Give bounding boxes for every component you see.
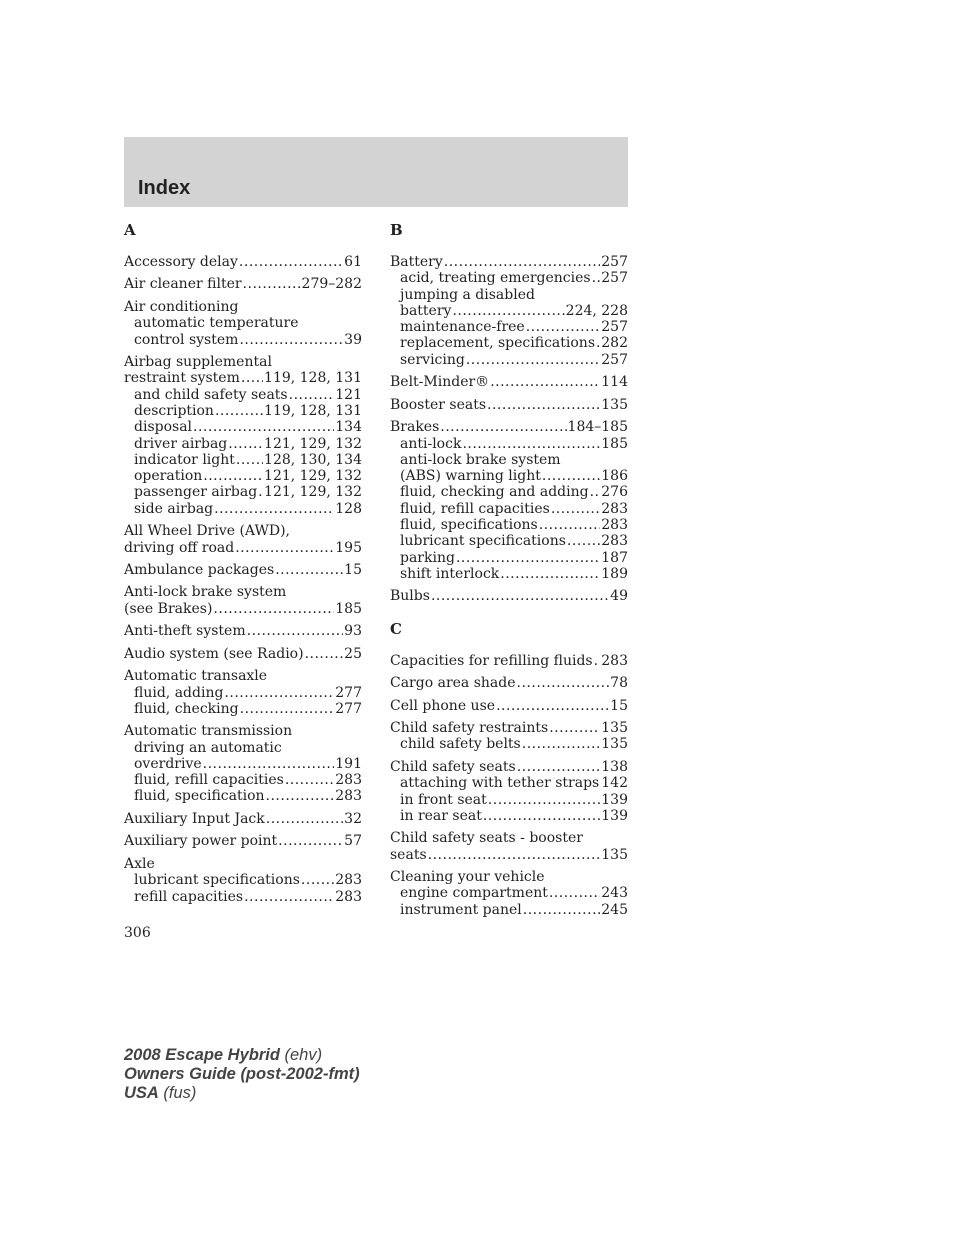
index-subentry (124, 315, 362, 331)
header-band (124, 137, 628, 207)
index-subentry (390, 792, 628, 808)
index-entry (124, 646, 362, 662)
index-term (390, 675, 628, 691)
entry-text: All Wheel Drive (AWD), (124, 523, 290, 540)
page-reference: 257 (601, 270, 628, 287)
dot-leader (243, 276, 301, 292)
page-reference: 279–282 (301, 276, 362, 293)
entry-text: Child safety restraints (390, 720, 549, 737)
entry-text: Battery (390, 254, 443, 270)
entry-text: Air conditioning (124, 298, 239, 315)
index-entry (124, 299, 362, 348)
index-term (390, 869, 628, 885)
index-subentry (124, 701, 362, 717)
page-reference: 139 (601, 807, 628, 824)
dot-leader (215, 403, 263, 419)
footer-model-code: (ehv) (279, 1046, 323, 1064)
page-reference: 142 (601, 775, 628, 792)
index-subentry (390, 517, 628, 533)
index-subentry (124, 788, 362, 804)
entry-text: operation (134, 468, 203, 485)
page-reference: 119, 128, 131 (264, 370, 362, 387)
index-entry (390, 720, 628, 753)
index-term (124, 584, 362, 600)
entry-text: Automatic transaxle (124, 668, 268, 685)
index-subentry (124, 387, 362, 403)
index-entry (390, 254, 628, 368)
index-entry (124, 668, 362, 717)
dot-leader (592, 270, 601, 286)
page-reference: 39 (344, 331, 362, 348)
page-reference: 121, 129, 132 (264, 435, 362, 452)
entry-text: driving off road (124, 539, 235, 556)
page-title: Index (138, 177, 191, 199)
entry-text: seats (390, 846, 427, 863)
page-number: 306 (124, 925, 151, 941)
page-reference: 283 (335, 788, 362, 805)
index-term (390, 419, 628, 435)
dot-leader (567, 533, 600, 549)
page-reference: 185 (601, 435, 628, 452)
entry-text: control system (134, 331, 239, 348)
page-reference: 257 (601, 351, 628, 368)
index-entry (124, 276, 362, 292)
dot-leader (278, 833, 343, 849)
entry-text: Bulbs (390, 588, 430, 605)
index-subentry (390, 902, 628, 918)
page-reference: 49 (610, 588, 628, 605)
index-term (390, 653, 628, 669)
dot-leader (239, 254, 343, 270)
page-reference: 57 (344, 833, 362, 850)
entry-text: driver airbag (134, 435, 228, 452)
dot-leader (193, 419, 334, 435)
dot-leader (244, 889, 334, 905)
index-term (124, 601, 362, 617)
dot-leader (236, 452, 263, 468)
page-reference: 283 (335, 888, 362, 905)
page-reference: 121, 129, 132 (264, 468, 362, 485)
index-term (390, 588, 628, 604)
page-reference: 15 (610, 697, 628, 714)
entry-text: Anti-lock brake system (124, 584, 287, 601)
index-subentry (390, 319, 628, 335)
entry-text: anti-lock brake system (400, 451, 561, 468)
section-letter: B (390, 221, 403, 239)
entry-text: shift interlock (400, 565, 500, 582)
dot-leader (483, 808, 600, 824)
dot-leader (301, 872, 334, 888)
index-subentry (124, 756, 362, 772)
entry-text: Anti-theft system (124, 623, 246, 640)
index-term (124, 276, 362, 292)
entry-text: fluid, checking (134, 700, 239, 717)
entry-text: passenger airbag (134, 484, 258, 501)
dot-leader (241, 370, 263, 386)
dot-leader (431, 588, 609, 604)
dot-leader (247, 623, 344, 639)
page-reference: 93 (344, 623, 362, 640)
index-subentry (390, 566, 628, 582)
entry-text: indicator light (134, 451, 235, 468)
entry-text: and child safety seats (134, 386, 288, 403)
index-subentry (124, 872, 362, 888)
entry-text: fluid, refill capacities (134, 772, 284, 789)
entry-text: Booster seats (390, 396, 487, 413)
index-subentry (390, 452, 628, 468)
dot-leader (539, 517, 601, 533)
page-reference: 32 (344, 810, 362, 827)
index-entry (390, 397, 628, 413)
dot-leader (266, 811, 343, 827)
section-letter: A (124, 221, 136, 239)
index-subentry (124, 501, 362, 517)
dot-leader (235, 540, 334, 556)
index-term (390, 397, 628, 413)
index-term (124, 723, 362, 739)
entry-text: Ambulance packages (124, 561, 275, 578)
index-term (390, 847, 628, 863)
index-subentry (390, 885, 628, 901)
page-reference: 257 (601, 319, 628, 336)
entry-text: anti-lock (400, 435, 462, 452)
index-term (390, 720, 628, 736)
entry-text: disposal (134, 419, 193, 436)
page-reference: 245 (601, 901, 628, 918)
index-term (124, 623, 362, 639)
entry-text: Axle (124, 855, 155, 872)
entry-text: Child safety seats - booster (390, 830, 583, 847)
index-subentry (390, 468, 628, 484)
index-term (124, 299, 362, 315)
index-entry (124, 254, 362, 270)
index-subentry (390, 533, 628, 549)
index-entry (124, 562, 362, 578)
dot-leader (466, 352, 600, 368)
entry-text: battery (400, 302, 452, 319)
index-subentry (124, 484, 362, 500)
page-reference: 114 (601, 374, 628, 391)
entry-text: attaching with tether straps (400, 775, 600, 792)
index-subentry (124, 740, 362, 756)
index-entry (390, 588, 628, 604)
index-term (390, 830, 628, 846)
index-term (124, 354, 362, 370)
index-term (390, 759, 628, 775)
page-reference: 134 (335, 419, 362, 436)
dot-leader (526, 319, 601, 335)
section-letter: C (390, 619, 402, 638)
index-term (124, 562, 362, 578)
dot-leader (440, 419, 566, 435)
entry-text: Cleaning your vehicle (390, 869, 545, 886)
index-term (124, 254, 362, 270)
index-term (124, 523, 362, 539)
entry-text: Auxiliary power point (124, 833, 278, 850)
index-entry (390, 759, 628, 824)
index-entry (124, 584, 362, 617)
entry-text: Automatic transmission (124, 723, 293, 740)
page-reference: 283 (601, 652, 628, 669)
page-reference: 15 (344, 561, 362, 578)
index-term (390, 698, 628, 714)
page-reference: 277 (335, 684, 362, 701)
index-subentry (390, 303, 628, 319)
entry-text: parking (400, 549, 455, 566)
dot-leader (213, 601, 334, 617)
index-entry (124, 833, 362, 849)
index-subentry (390, 736, 628, 752)
dot-leader (549, 720, 600, 736)
entry-text: side airbag (134, 500, 214, 517)
dot-leader (428, 847, 601, 863)
entry-text: overdrive (134, 755, 202, 772)
index-subentry (390, 436, 628, 452)
dot-leader (517, 675, 610, 691)
index-term (124, 856, 362, 872)
entry-text: driving an automatic (134, 739, 282, 756)
page-reference: 282 (601, 335, 628, 352)
page-reference: 283 (601, 517, 628, 534)
footer-market: USA (124, 1084, 159, 1102)
page-reference: 135 (601, 846, 628, 863)
index-entry (390, 698, 628, 714)
footer-guide: Owners Guide (post-2002-fmt) (124, 1065, 360, 1083)
index-entry (124, 856, 362, 905)
page-reference: 195 (335, 539, 362, 556)
entry-text: (ABS) warning light (400, 468, 541, 485)
dot-leader (203, 468, 263, 484)
entry-text: fluid, checking and adding (400, 484, 589, 501)
index-subentry (124, 889, 362, 905)
entry-text: Belt-Minder® (390, 374, 490, 391)
dot-leader (500, 566, 600, 582)
footer-market-code: (fus) (158, 1084, 197, 1102)
page-reference: 25 (344, 645, 362, 662)
entry-text: in rear seat (400, 807, 482, 824)
entry-text: restraint system (124, 370, 240, 387)
index-column-left (124, 220, 362, 911)
entry-text: Cell phone use (390, 697, 496, 714)
index-column-right (390, 220, 628, 924)
index-subentry (390, 501, 628, 517)
dot-leader (522, 736, 601, 752)
entry-text: fluid, specification (134, 788, 265, 805)
index-subentry (124, 452, 362, 468)
page-reference: 128 (335, 500, 362, 517)
page-reference: 119, 128, 131 (264, 402, 362, 419)
index-subentry (390, 287, 628, 303)
footer (124, 1046, 360, 1103)
entry-text: (see Brakes) (124, 600, 213, 617)
page-reference: 191 (335, 755, 362, 772)
page-reference: 277 (335, 700, 362, 717)
dot-leader (240, 701, 335, 717)
page-reference: 139 (601, 791, 628, 808)
dot-leader (487, 397, 600, 413)
index-subentry (390, 775, 628, 791)
entry-text: servicing (400, 351, 465, 368)
entry-text: jumping a disabled (400, 286, 535, 303)
index-term (390, 374, 628, 390)
page-reference: 135 (601, 396, 628, 413)
index-subentry (390, 352, 628, 368)
page-reference: 283 (335, 872, 362, 889)
entry-text: Airbag supplemental (124, 354, 272, 371)
page-reference: 78 (610, 675, 628, 692)
index-entry (390, 830, 628, 863)
page-reference: 283 (335, 772, 362, 789)
dot-leader (228, 436, 263, 452)
dot-leader (490, 374, 600, 390)
page-reference: 224, 228 (565, 302, 628, 319)
page-reference: 121, 129, 132 (264, 484, 362, 501)
dot-leader (224, 685, 334, 701)
dot-leader (444, 254, 600, 270)
entry-text: instrument panel (400, 901, 522, 918)
index-term (124, 668, 362, 684)
dot-leader (456, 550, 600, 566)
page-reference: 187 (601, 549, 628, 566)
index-term (390, 254, 628, 270)
dot-leader (549, 885, 600, 901)
entry-text: Child safety seats (390, 758, 516, 775)
entry-text: Audio system (see Radio) (124, 645, 304, 662)
dot-leader (496, 698, 609, 714)
index-subentry (390, 335, 628, 351)
entry-text: acid, treating emergencies (400, 270, 591, 287)
page-reference: 128, 130, 134 (264, 451, 362, 468)
index-entry (390, 419, 628, 582)
entry-text: fluid, adding (134, 684, 224, 701)
index-term (124, 370, 362, 386)
entry-text: child safety belts (400, 736, 521, 753)
entry-text: automatic temperature (134, 315, 299, 332)
dot-leader (203, 756, 335, 772)
dot-leader (542, 468, 600, 484)
entry-text: Capacities for refilling fluids (390, 652, 593, 669)
entry-text: Accessory delay (124, 254, 238, 270)
index-entry (124, 723, 362, 804)
entry-text: fluid, refill capacities (400, 500, 550, 517)
entry-text: fluid, specifications (400, 517, 538, 534)
page-reference: 243 (601, 885, 628, 902)
page-reference: 186 (601, 468, 628, 485)
dot-leader (239, 332, 343, 348)
page-reference: 257 (601, 254, 628, 270)
dot-leader (452, 303, 564, 319)
dot-leader (462, 436, 600, 452)
index-subentry (124, 403, 362, 419)
footer-model: 2008 Escape Hybrid (124, 1046, 280, 1064)
page-reference: 121 (335, 386, 362, 403)
index-entry (124, 523, 362, 556)
entry-text: lubricant specifications (134, 872, 300, 889)
dot-leader (266, 788, 335, 804)
dot-leader (523, 902, 601, 918)
dot-leader (488, 792, 600, 808)
index-subentry (390, 550, 628, 566)
index-term (124, 811, 362, 827)
page-reference: 283 (601, 533, 628, 550)
dot-leader (551, 501, 600, 517)
entry-text: lubricant specifications (400, 533, 566, 550)
entry-text: engine compartment (400, 885, 548, 902)
entry-text: Air cleaner filter (124, 276, 242, 293)
index-entry (390, 869, 628, 918)
index-term (124, 833, 362, 849)
index-subentry (390, 270, 628, 286)
entry-text: maintenance-free (400, 319, 525, 336)
index-subentry (124, 419, 362, 435)
entry-text: Brakes (390, 419, 440, 436)
index-entry (124, 623, 362, 639)
index-subentry (390, 808, 628, 824)
index-subentry (124, 772, 362, 788)
entry-text: Auxiliary Input Jack (124, 810, 265, 827)
entry-text: replacement, specifications (400, 335, 596, 352)
dot-leader (275, 562, 343, 578)
index-subentry (124, 468, 362, 484)
page-reference: 189 (601, 565, 628, 582)
entry-text: refill capacities (134, 888, 244, 905)
entry-text: in front seat (400, 791, 487, 808)
dot-leader (594, 653, 601, 669)
page-reference: 283 (601, 500, 628, 517)
index-entry (124, 811, 362, 827)
index-entry (390, 374, 628, 390)
dot-leader (289, 387, 335, 403)
index-entry (390, 653, 628, 669)
entry-text: Cargo area shade (390, 675, 516, 692)
index-entry (390, 675, 628, 691)
page-reference: 138 (601, 758, 628, 775)
entry-text: description (134, 402, 214, 419)
dot-leader (214, 501, 334, 517)
index-subentry (124, 685, 362, 701)
page-reference: 276 (601, 484, 628, 501)
dot-leader (258, 484, 263, 500)
index-term (124, 540, 362, 556)
page-reference: 185 (335, 600, 362, 617)
index-subentry (390, 484, 628, 500)
index-entry (124, 354, 362, 517)
index-subentry (124, 436, 362, 452)
dot-leader (517, 759, 601, 775)
page-reference: 135 (601, 736, 628, 753)
dot-leader (305, 646, 344, 662)
dot-leader (596, 335, 600, 351)
page-reference: 135 (601, 720, 628, 737)
page-reference: 61 (344, 254, 362, 270)
page-reference: 184–185 (567, 419, 628, 436)
index-subentry (124, 332, 362, 348)
dot-leader (285, 772, 334, 788)
index-term (124, 646, 362, 662)
dot-leader (590, 484, 601, 500)
